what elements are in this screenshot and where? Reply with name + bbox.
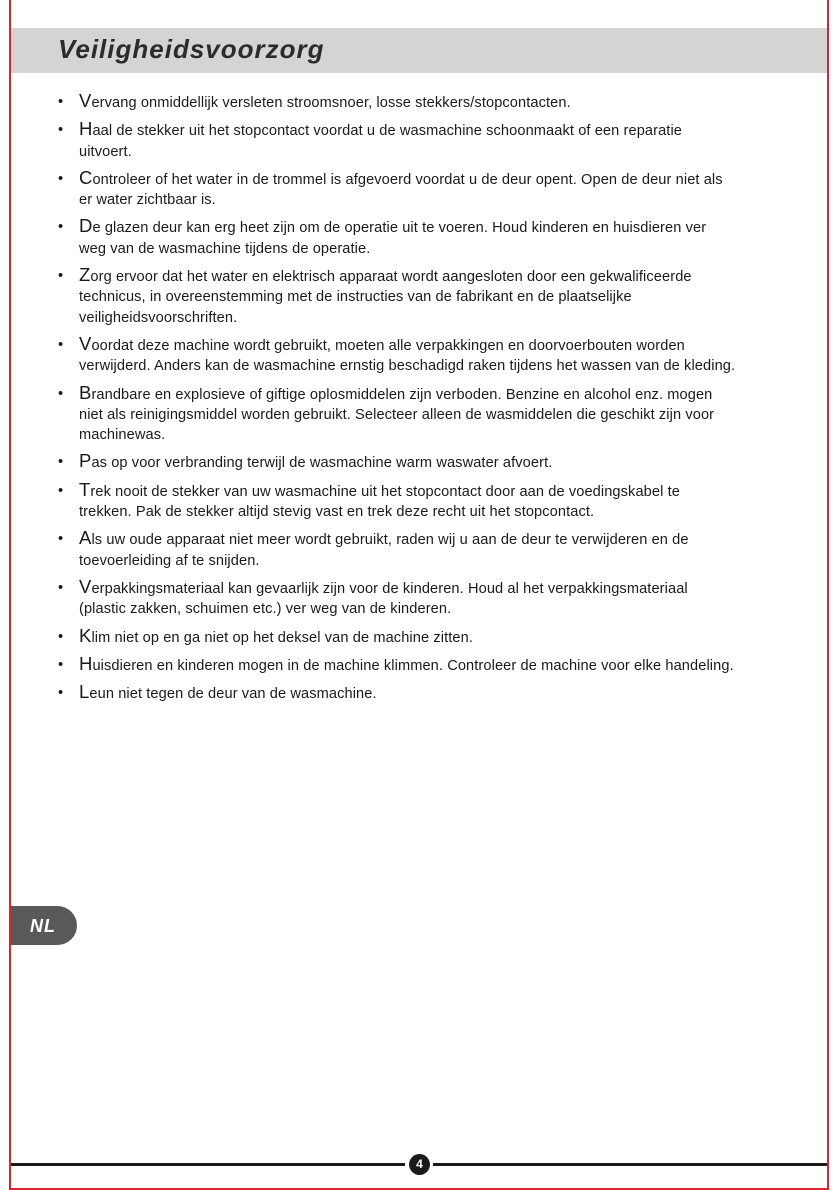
item-initial: D bbox=[79, 215, 93, 237]
item-initial: V bbox=[79, 332, 92, 354]
safety-list bbox=[56, 92, 736, 711]
page-number: 4 bbox=[409, 1154, 430, 1175]
bullet-icon: • bbox=[58, 219, 64, 236]
item-text: uisdieren en kinderen mogen in de machine klimmen. Controleer de machine voor elke handeling. bbox=[92, 657, 734, 674]
bullet-icon: • bbox=[58, 94, 64, 110]
list-item bbox=[56, 120, 736, 162]
bullet-icon: • bbox=[58, 685, 64, 702]
item-initial: V bbox=[79, 90, 92, 111]
item-initial: K bbox=[79, 624, 92, 646]
item-text: rek nooit de stekker van uw wasmachine uit het stopcontact door aan de voedingskabel te trekken. Pak de stekker altijd stevig vast en trek deze recht uit het stopcontact. bbox=[79, 483, 680, 521]
bullet-icon: • bbox=[58, 385, 64, 402]
list-item bbox=[56, 217, 736, 259]
item-text: erpakkingsmateriaal kan gevaarlijk zijn voor de kinderen. Houd al het verpakkingsmateriaal (plastic zakken, schuimen etc.) ver weg van de kinderen. bbox=[79, 580, 688, 618]
list-item bbox=[56, 575, 736, 620]
page-title: Veiligheidsvoorzorg bbox=[58, 34, 325, 64]
item-text: aal de stekker uit het stopcontact voordat u de wasmachine schoonmaakt of een reparatie uitvoert. bbox=[79, 123, 683, 160]
list-item bbox=[56, 652, 736, 676]
list-item bbox=[56, 381, 736, 446]
item-initial: H bbox=[79, 118, 93, 140]
item-initial: Z bbox=[79, 264, 91, 286]
item-text: e glazen deur kan erg heet zijn om de operatie uit te voeren. Houd kinderen en huisdieren ver weg van de wasmachine tijdens de operatie. bbox=[79, 220, 707, 257]
list-item bbox=[56, 452, 736, 473]
list-item bbox=[56, 529, 736, 571]
item-text: ervang onmiddellijk versleten stroomsnoer, losse stekkers/stopcontacten. bbox=[91, 95, 571, 111]
bullet-icon: • bbox=[58, 454, 64, 471]
bullet-icon: • bbox=[58, 656, 64, 673]
language-tab bbox=[11, 906, 77, 945]
header-bar bbox=[11, 28, 827, 73]
bullet-icon: • bbox=[58, 628, 64, 645]
item-initial: A bbox=[79, 527, 92, 549]
bullet-icon: • bbox=[58, 122, 64, 139]
item-initial: B bbox=[79, 381, 92, 403]
item-initial: L bbox=[79, 681, 90, 703]
list-item bbox=[56, 624, 736, 648]
item-text: eun niet tegen de deur van de wasmachine. bbox=[89, 686, 377, 703]
bullet-icon: • bbox=[58, 268, 64, 285]
item-text: randbare en explosieve of giftige oplosmiddelen zijn verboden. Benzine en alcohol enz. mogen niet als reinigingsmiddel worden gebruikt. Selecteer alleen de wasmiddelen die geschikt zijn voor machinewas. bbox=[79, 386, 715, 444]
item-initial: H bbox=[79, 652, 93, 674]
bullet-icon: • bbox=[58, 531, 64, 548]
bullet-icon: • bbox=[58, 579, 64, 596]
item-initial: V bbox=[79, 575, 92, 597]
item-text: lim niet op en ga niet op het deksel van de machine zitten. bbox=[91, 629, 473, 646]
item-initial: P bbox=[79, 450, 92, 472]
list-item bbox=[56, 478, 736, 523]
item-initial: T bbox=[79, 478, 91, 500]
list-item bbox=[56, 266, 736, 328]
footer-rule-left bbox=[11, 1163, 405, 1166]
bullet-icon: • bbox=[58, 170, 64, 187]
list-item bbox=[56, 332, 736, 377]
list-item bbox=[56, 683, 736, 704]
language-label: NL bbox=[30, 916, 56, 936]
footer-rule-right bbox=[433, 1163, 827, 1166]
bullet-icon: • bbox=[58, 336, 64, 353]
item-text: ls uw oude apparaat niet meer wordt gebruikt, raden wij u aan de deur te verwijderen en de toevoerleiding af te snijden. bbox=[79, 532, 689, 569]
item-text: org ervoor dat het water en elektrisch apparaat wordt aangesloten door een gekwalificeerde technicus, in overeenstemming met de instructies van de fabrikant en de plaatselijke veiligheidsvoorschriften. bbox=[79, 269, 692, 326]
bullet-icon: • bbox=[58, 482, 64, 499]
item-initial: C bbox=[79, 166, 93, 188]
item-text: as op voor verbranding terwijl de wasmachine warm waswater afvoert. bbox=[91, 455, 553, 472]
list-item bbox=[56, 92, 736, 113]
item-text: ontroleer of het water in de trommel is afgevoerd voordat u de deur opent. Open de deur niet als er water zichtbaar is. bbox=[79, 171, 723, 209]
list-item bbox=[56, 166, 736, 211]
item-text: oordat deze machine wordt gebruikt, moeten alle verpakkingen en doorvoerbouten worden verwijderd. Anders kan de wasmachine ernstig beschadigd raken tijdens het wassen van de kleding. bbox=[79, 337, 736, 375]
